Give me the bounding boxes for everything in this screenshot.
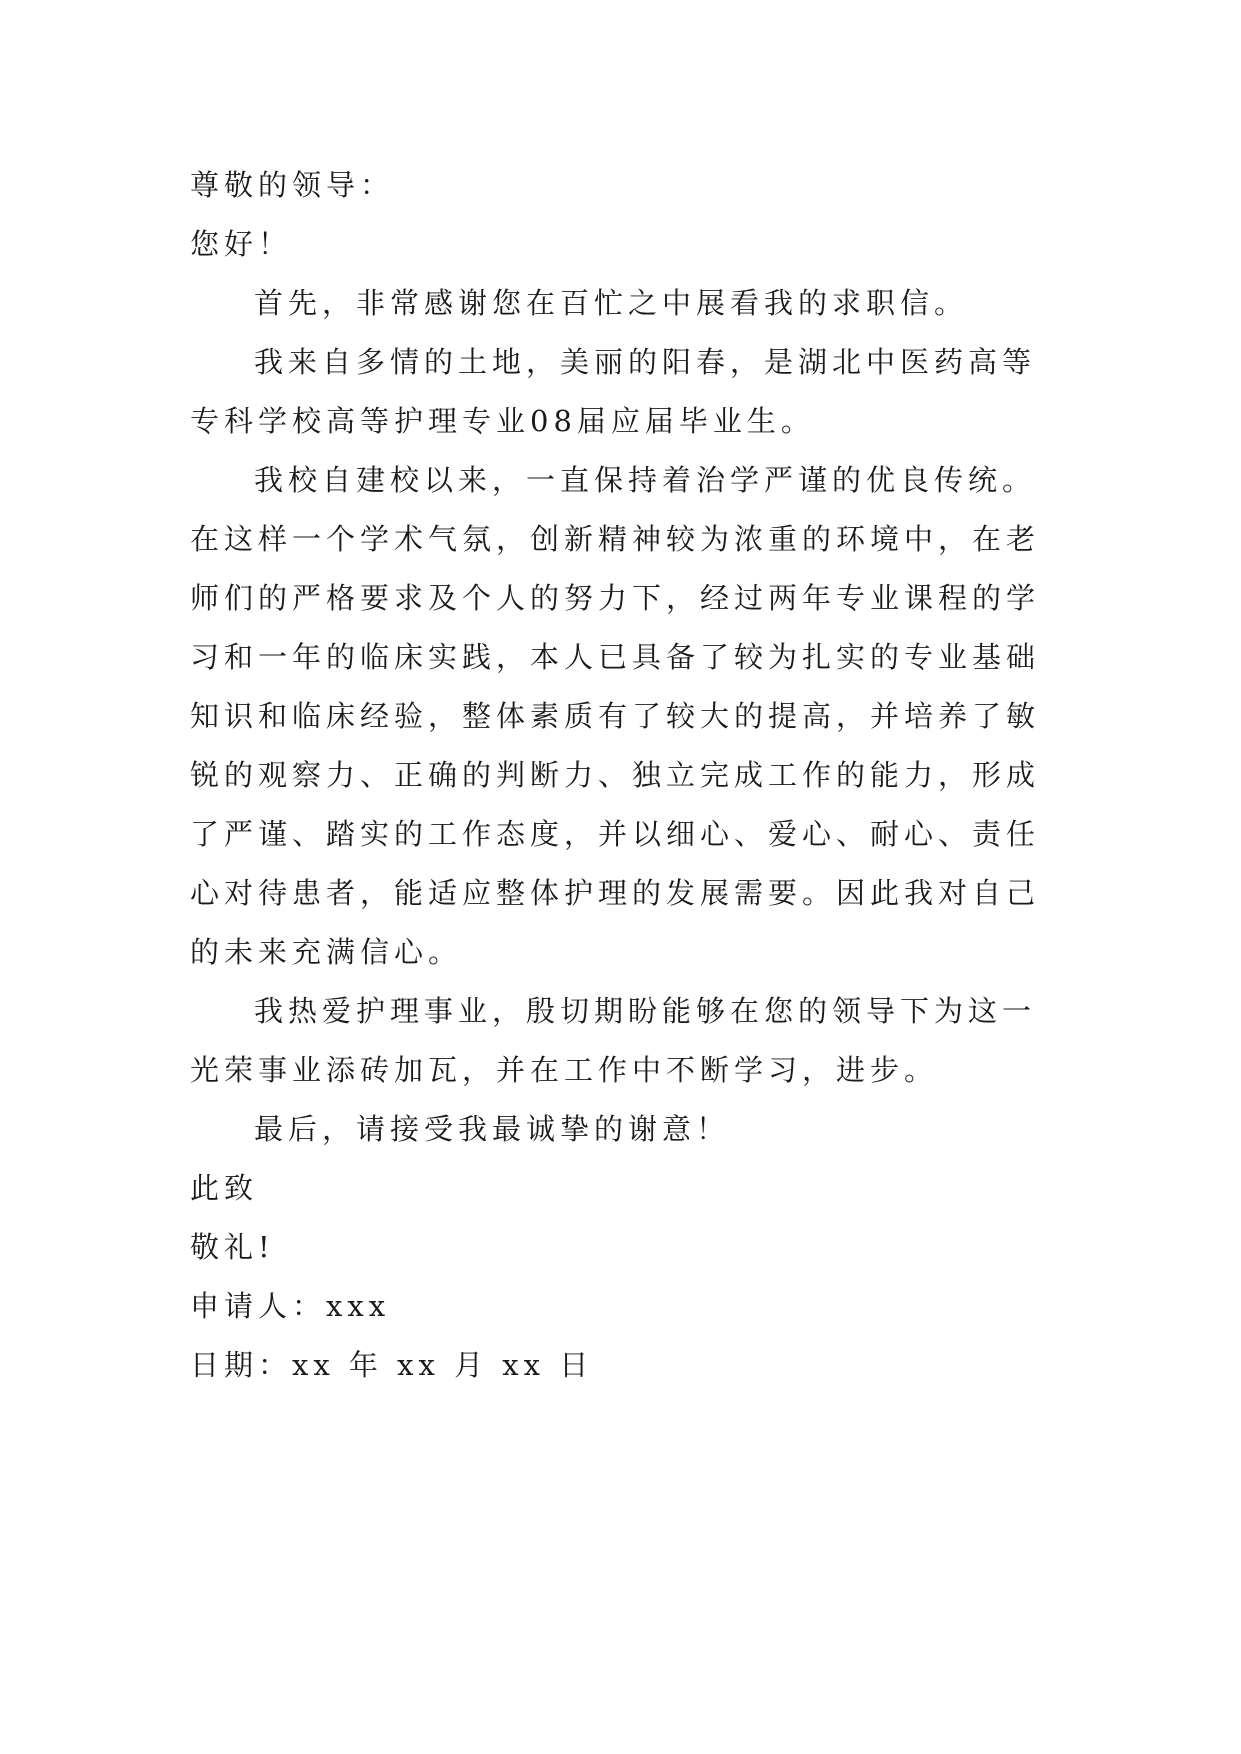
letter-date: 日期：xx 年 xx 月 xx 日 [190, 1348, 594, 1382]
salutation: 尊敬的领导： [190, 168, 395, 202]
letter-body [190, 156, 1060, 1395]
paragraph-introduction: 我来自多情的土地，美丽的阳春，是湖北中医药高等专科学校高等护理专业08届应届毕业生。 [190, 345, 1037, 438]
paragraph-opening: 首先，非常感谢您在百忙之中展看我的求职信。 [254, 286, 969, 320]
closing-regards: 此致 [190, 1171, 259, 1205]
greeting: 您好！ [190, 227, 293, 261]
paragraph-aspiration: 我热爱护理事业，殷切期盼能够在您的领导下为这一光荣事业添砖加瓦，并在工作中不断学习，进步。 [190, 994, 1037, 1087]
paragraph-qualifications: 我校自建校以来，一直保持着治学严谨的优良传统。在这样一个学术气氛，创新精神较为浓重的环境中，在老师们的严格要求及个人的努力下，经过两年专业课程的学习和一年的临床实践，本人已具备了较为扎实的专业基础知识和临床经验，整体素质有了较大的提高，并培养了敏锐的观察力、正确的判断力、独立完成工作的能力，形成了严谨、踏实的工作态度，并以细心、爱心、耐心、责任心对待患者，能适应整体护理的发展需要。因此我对自己的未来充满信心。 [190, 463, 1041, 969]
paragraph-thanks: 最后，请接受我最诚挚的谢意！ [254, 1112, 731, 1146]
closing-salute: 敬礼! [190, 1230, 275, 1264]
applicant-signature: 申请人：xxx [190, 1289, 391, 1323]
